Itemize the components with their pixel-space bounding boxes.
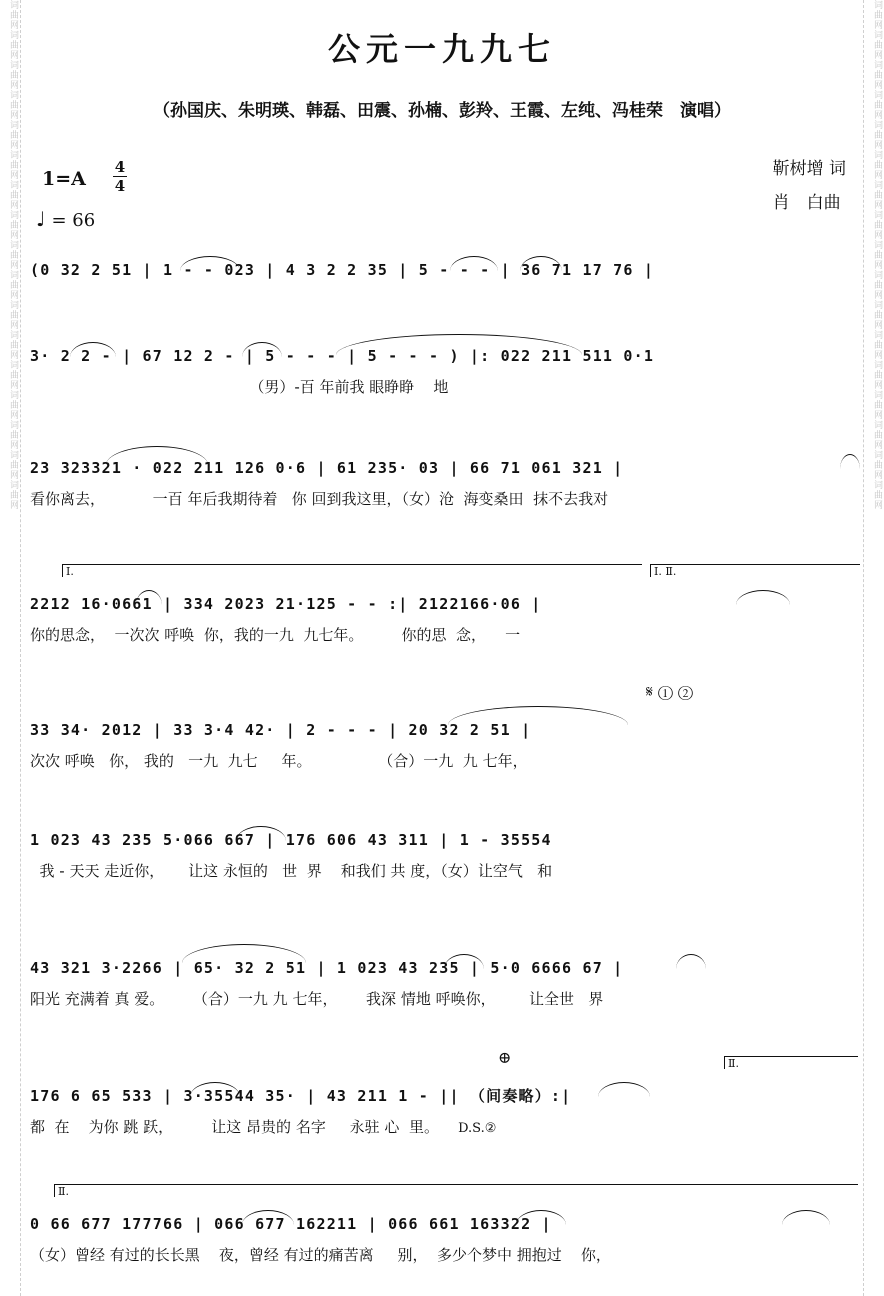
notation-line: 176 6 65 533 | 3·35544 35· | 43 211 1 - || （间奏略）:| [30, 1087, 572, 1105]
meter-bottom: 4 [114, 177, 126, 195]
dal-segno-instruction: D.S.② [458, 1121, 497, 1136]
notation-line: 43 321 3·2266 | 65· 32 2 51 | 1 023 43 235 | 5·0 6666 67 | [30, 959, 624, 977]
quarter-note-icon: ♩ [36, 207, 46, 231]
lyrics-line [30, 1116, 856, 1140]
right-watermark-strip [863, 0, 884, 1296]
composer-credit: 肖 白曲 [772, 193, 841, 213]
lyrics-line: 你的思念， 一次次 呼唤 你，我的一九 九七年。 你的思 念， 一 [30, 626, 521, 644]
singers-line: （孙国庆、朱明瑛、韩磊、田震、孙楠、彭羚、王霞、左纯、冯桂荣 演唱） [153, 101, 731, 121]
lyrics-line: 我 - 天天 走近你， 让这 永恒的 世 界 和我们 共 度，（女）让空气 和 [30, 862, 553, 880]
key-signature: 1=A [42, 168, 86, 190]
song-title: 公元一九九七 [327, 30, 556, 68]
notation-line: 23 323321 · 022 211 126 0·6 | 61 235· 03 | 66 71 061 321 | [30, 459, 624, 477]
watermark-text: 词曲网词曲网词曲网词曲网词曲网词曲网词曲网词曲网词曲网词曲网词曲网词曲网词曲网词曲网词曲网词曲网词曲网 [872, 0, 882, 510]
meter-top: 4 [114, 158, 126, 176]
volta-bracket-second: Ⅱ. [724, 1056, 858, 1069]
segno-mark: 𝄋 ① ② [646, 682, 693, 701]
notation-line: 3· 2 2 - | 67 12 2 - | 5 - - - | 5 - - - ) |: 022 211 511 0·1 [30, 347, 655, 365]
notation-line: 1 023 43 235 5·066 667 | 176 606 43 311 | 1 - 35554 [30, 831, 552, 849]
tempo-value: = 66 [51, 210, 96, 231]
volta-bracket-first-second: Ⅰ. Ⅱ. [650, 564, 860, 577]
lyrics-text: 都 在 为你 跳 跃， 让这 昂贵的 名字 永驻 心 里。 [30, 1118, 439, 1136]
lyrics-line: 阳光 充满着 真 爱。 （合）一九 九 七年， 我深 情地 呼唤你， 让全世 界 [30, 990, 604, 1008]
tempo-marking [36, 207, 95, 231]
watermark-text: 词曲网词曲网词曲网词曲网词曲网词曲网词曲网词曲网词曲网词曲网词曲网词曲网词曲网词曲网词曲网词曲网词曲网 [8, 0, 18, 510]
volta-bracket-first: Ⅰ. [62, 564, 642, 577]
lyrics-line: 看你离去， 一百 年后我期待着 你 回到我这里，（女）沧 海变桑田 抹不去我对 [30, 490, 609, 508]
lyrics-line: 次次 呼唤 你， 我的 一九 九七 年。 （合）一九 九 七年， [30, 752, 528, 770]
notation-line: 2212 16·0661 | 334 2023 21·125 - - :| 2122166·06 | [30, 595, 542, 613]
left-watermark-strip [0, 0, 21, 1296]
time-signature [112, 158, 128, 195]
notation-line: 0 66 677 177766 | 066 677 162211 | 066 661 163322 | [30, 1215, 552, 1233]
credits [773, 152, 846, 220]
volta-bracket-second: Ⅱ. [54, 1184, 858, 1197]
notation-line: (0 32 2 51 | 1 - - 023 | 4 3 2 2 35 | 5 - - - | 36 71 17 76 | [30, 261, 655, 279]
lyricist-credit: 靳树增 词 [772, 159, 846, 179]
notation-line: 33 34· 2012 | 33 3·4 42· | 2 - - - | 20 32 2 51 | [30, 721, 532, 739]
lyrics-line: （男）-百 年前我 眼睁睁 地 [30, 378, 449, 396]
coda-mark-icon: ⊕ [498, 1048, 512, 1067]
lyrics-line: （女）曾经 有过的长长黑 夜，曾经 有过的痛苦离 别， 多少个梦中 拥抱过 你， [30, 1246, 611, 1264]
